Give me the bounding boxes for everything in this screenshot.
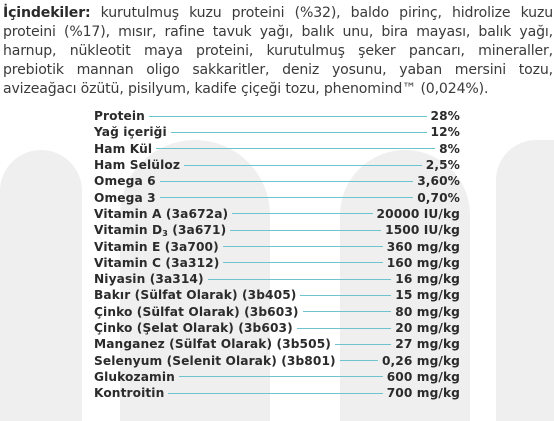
nutrient-name: Vitamin E (3a700) xyxy=(94,239,219,254)
nutrient-value: 2,5% xyxy=(425,158,460,173)
nutrient-name xyxy=(94,223,226,238)
leader-line xyxy=(223,262,382,263)
analysis-row xyxy=(94,336,460,352)
analysis-row xyxy=(94,369,460,385)
nutrient-name: Protein xyxy=(94,109,145,124)
ingredients-paragraph xyxy=(3,4,553,99)
ingredients-label: İçindekiler: xyxy=(3,5,91,21)
nutrient-value: 27 mg/kg xyxy=(395,337,460,352)
nutrient-name: Manganez (Sülfat Olarak) (3b505) xyxy=(94,337,331,352)
leader-line xyxy=(179,376,383,377)
leader-line xyxy=(297,328,392,329)
analysis-row xyxy=(94,255,460,271)
analysis-row xyxy=(94,173,460,189)
nutrient-name: Çinko (Şelat Olarak) (3b603) xyxy=(94,321,293,335)
analysis-row xyxy=(94,352,460,368)
nutrient-name: Omega 3 xyxy=(94,190,156,205)
leader-line xyxy=(208,279,392,280)
nutrient-name: Glukozamin xyxy=(94,369,175,384)
nutrient-value: 16 mg/kg xyxy=(395,272,460,287)
analysis-table xyxy=(94,108,460,401)
nutrient-value: 20 mg/kg xyxy=(395,321,460,335)
nutrient-value: 12% xyxy=(430,125,460,140)
analysis-row xyxy=(94,108,460,124)
nutrient-value: 28% xyxy=(430,109,460,124)
leader-line xyxy=(160,197,414,198)
watermark-shape xyxy=(496,140,554,421)
nutrient-name: Ham Kül xyxy=(94,141,153,156)
nutrient-name: Çinko (Sülfat Olarak) (3b603) xyxy=(94,304,299,319)
leader-line xyxy=(232,213,372,214)
nutrient-name-subscript: 3 xyxy=(162,228,168,238)
nutrient-name: Niyasin (3a314) xyxy=(94,272,204,287)
nutrient-name: Omega 6 xyxy=(94,174,156,189)
nutrient-value: 20000 IU/kg xyxy=(376,206,460,221)
leader-line xyxy=(184,165,422,166)
leader-line xyxy=(340,360,378,361)
nutrient-name: Kontroitin xyxy=(94,386,165,401)
nutrient-value: 8% xyxy=(439,141,460,156)
nutrient-name: Ham Selüloz xyxy=(94,158,181,173)
analysis-row xyxy=(94,157,460,173)
nutrient-value: 3,60% xyxy=(417,174,460,189)
watermark-shape xyxy=(0,150,82,421)
leader-line xyxy=(300,295,391,296)
analysis-row xyxy=(94,287,460,303)
analysis-row xyxy=(94,320,460,336)
analysis-row xyxy=(94,238,460,254)
nutrient-value: 0,26 mg/kg xyxy=(381,353,460,368)
analysis-row xyxy=(94,124,460,140)
nutrient-value: 700 mg/kg xyxy=(386,386,460,401)
ingredients-text: kurutulmuş kuzu proteini (%32), baldo pirinç, hidrolize kuzu proteini (%17), mısır, rafine tavuk yağı, balık unu, bira mayası, balık yağı, harnup, nükleotit maya proteini, kurutulmuş şeker pancarı, mineraller, prebiotik mannan oligo sakkaritler, deniz yosunu, yaban mersini tozu, avizeağacı özütü, pisilyum, kadife çiçeği tozu, phenomind™ (0,024%). xyxy=(3,5,553,97)
analysis-row xyxy=(94,304,460,320)
analysis-row xyxy=(94,141,460,157)
analysis-row xyxy=(94,385,460,401)
nutrient-value: 0,70% xyxy=(417,190,460,205)
nutrient-value: 600 mg/kg xyxy=(386,369,460,384)
nutrient-name: Vitamin C (3a312) xyxy=(94,255,220,270)
leader-line xyxy=(160,181,414,182)
nutrient-value: 160 mg/kg xyxy=(386,255,460,270)
nutrient-value: 360 mg/kg xyxy=(386,239,460,254)
analysis-row xyxy=(94,271,460,287)
leader-line xyxy=(149,116,427,117)
leader-line xyxy=(156,148,435,149)
nutrient-name: Yağ içeriği xyxy=(94,125,167,140)
nutrient-value: 15 mg/kg xyxy=(395,288,460,303)
nutrient-name-code: (3a671) xyxy=(167,222,227,237)
nutrient-name-main: Vitamin D xyxy=(94,222,163,237)
analysis-row xyxy=(94,189,460,205)
nutrient-value: 80 mg/kg xyxy=(395,304,460,319)
nutrient-name: Selenyum (Selenit Olarak) (3b801) xyxy=(94,353,336,368)
analysis-row xyxy=(94,222,460,238)
leader-line xyxy=(223,246,383,247)
leader-line xyxy=(230,230,381,231)
leader-line xyxy=(171,132,427,133)
leader-line xyxy=(168,393,382,394)
nutrient-value: 1500 IU/kg xyxy=(385,223,460,238)
analysis-row xyxy=(94,206,460,222)
leader-line xyxy=(303,311,392,312)
nutrient-name: Vitamin A (3a672a) xyxy=(94,206,229,221)
leader-line xyxy=(335,344,391,345)
nutrient-name: Bakır (Sülfat Olarak) (3b405) xyxy=(94,288,297,303)
